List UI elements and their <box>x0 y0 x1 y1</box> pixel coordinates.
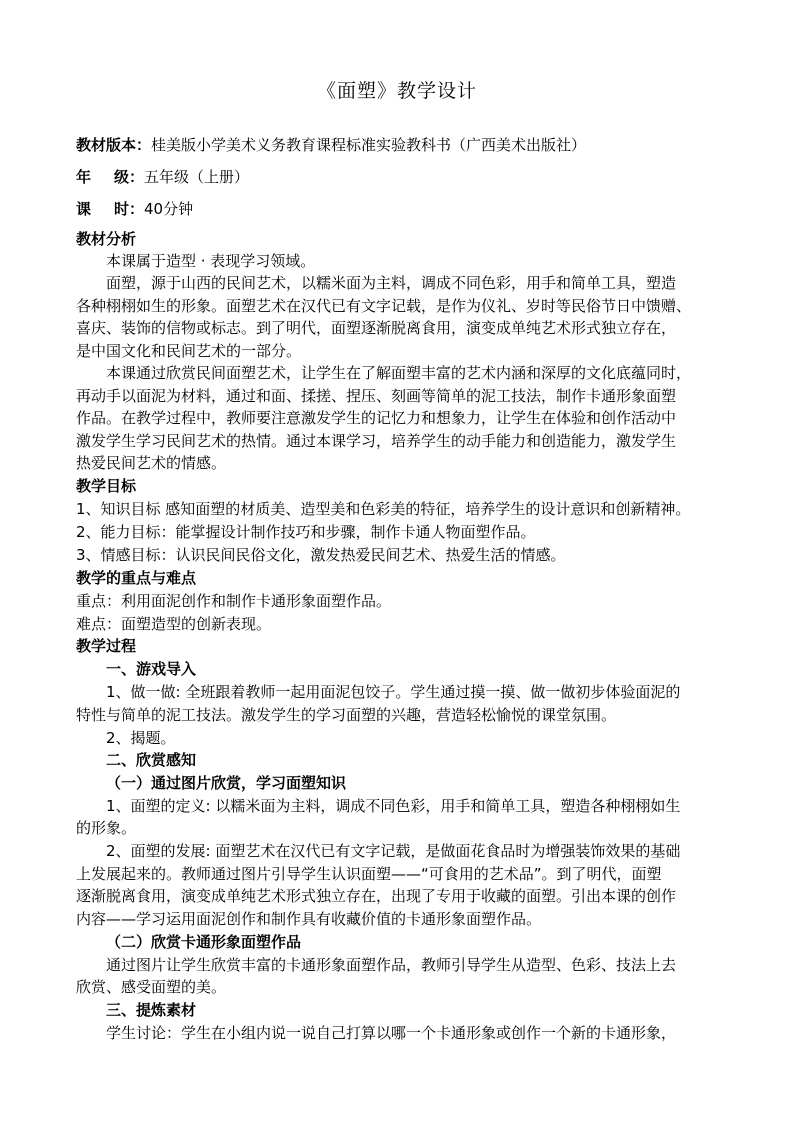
analysis-line: 喜庆、装饰的信物或标志。到了明代，面塑逐渐脱离食用，演变成单纯艺术形式独立存在， <box>76 319 677 337</box>
goal-item: 3、情感目标：认识民间民俗文化，激发热爱民间艺术、热爱生活的情感。 <box>76 546 566 564</box>
grade-value: 五年级（上册） <box>144 168 250 186</box>
document-title: 《面塑》教学设计 <box>316 80 477 102</box>
process-line: 的形象。 <box>76 819 137 837</box>
section-title: 二、欣赏感知 <box>106 751 197 769</box>
grade-line <box>76 167 726 187</box>
process-line: 学生讨论：学生在小组内说一说自己打算以哪一个卡通形象或创作一个新的卡通形象， <box>106 1024 677 1042</box>
edition-value: 桂美版小学美术义务教育课程标准实验教科书（广西美术出版社） <box>151 136 587 154</box>
time-label-1: 课 <box>76 200 92 218</box>
grade-label-1: 年 <box>76 168 92 186</box>
goals-heading: 教学目标 <box>76 477 137 495</box>
time-value: 40分钟 <box>144 200 194 218</box>
section-title: 三、提炼素材 <box>106 1001 197 1019</box>
process-line: 逐渐脱离食用，演变成单纯艺术形式独立存在，出现了专用于收藏的面塑。引出本课的创作 <box>76 887 677 905</box>
analysis-line: 热爱民间艺术的情感。 <box>76 454 227 472</box>
subsection-title: （一）通过图片欣赏，学习面塑知识 <box>106 774 347 792</box>
analysis-line: 本课通过欣赏民间面塑艺术，让学生在了解面塑丰富的艺术内涵和深厚的文化底蕴同时， <box>106 364 692 382</box>
edition-line <box>76 135 726 155</box>
process-line: 特性与简单的泥工技法。激发学生的学习面塑的兴趣，营造轻松愉悦的课堂氛围。 <box>76 706 617 724</box>
analysis-line: 各种栩栩如生的形象。面塑艺术在汉代已有文字记载，是作为仪礼、岁时等民俗节日中馈赠、 <box>76 297 692 315</box>
subsection-title: （二）欣赏卡通形象面塑作品 <box>106 933 302 951</box>
analysis-line: 再动手以面泥为材料，通过和面、揉搓、捏压、刻画等简单的泥工技法，制作卡通形象面塑 <box>76 387 677 405</box>
keypoint-item: 难点：面塑造型的创新表现。 <box>76 615 272 633</box>
process-line: 2、揭题。 <box>106 729 176 747</box>
grade-label-2: 级： <box>113 168 144 186</box>
analysis-heading: 教材分析 <box>76 230 137 248</box>
analysis-line: 作品。在教学过程中，教师要注意激发学生的记忆力和想象力，让学生在体验和创作活动中 <box>76 409 677 427</box>
analysis-line: 本课属于造型 · 表现学习领域。 <box>106 252 316 270</box>
time-label-2: 时： <box>113 200 144 218</box>
edition-label: 教材版本： <box>76 136 152 154</box>
goal-item: 2、能力目标：能掌握设计制作技巧和步骤，制作卡通人物面塑作品。 <box>76 523 536 541</box>
time-line <box>76 199 726 219</box>
process-line: 2、面塑的发展: 面塑艺术在汉代已有文字记载，是做面花食品时为增强装饰效果的基础 <box>106 842 681 860</box>
process-line: 欣赏、感受面塑的美。 <box>76 978 227 996</box>
process-line: 通过图片让学生欣赏丰富的卡通形象面塑作品，教师引导学生从造型、色彩、技法上去 <box>106 956 677 974</box>
process-line: 上发展起来的。教师通过图片引导学生认识面塑——“可食用的艺术品”。到了明代，面塑 <box>76 865 662 883</box>
section-title: 一、游戏导入 <box>106 660 197 678</box>
analysis-line: 激发学生学习民间艺术的热情。通过本课学习，培养学生的动手能力和创造能力，激发学生 <box>76 432 677 450</box>
goal-item: 1、知识目标 感知面塑的材质美、造型美和色彩美的特征，培养学生的设计意识和创新精神。 <box>76 500 691 518</box>
analysis-line: 面塑，源于山西的民间艺术，以糯米面为主料，调成不同色彩，用手和简单工具，塑造 <box>106 274 677 292</box>
process-heading: 教学过程 <box>76 637 137 655</box>
process-line: 1、面塑的定义: 以糯米面为主料，调成不同色彩，用手和简单工具，塑造各种栩栩如生 <box>106 797 681 815</box>
analysis-line: 是中国文化和民间艺术的一部分。 <box>76 342 302 360</box>
keypoint-item: 重点：利用面泥创作和制作卡通形象面塑作品。 <box>76 592 392 610</box>
process-line: 内容——学习运用面泥创作和制作具有收藏价值的卡通形象面塑作品。 <box>76 910 542 928</box>
keypoints-heading: 教学的重点与难点 <box>76 569 197 587</box>
process-line: 1、做一做: 全班跟着教师一起用面泥包饺子。学生通过摸一摸、做一做初步体验面泥的 <box>106 683 681 701</box>
